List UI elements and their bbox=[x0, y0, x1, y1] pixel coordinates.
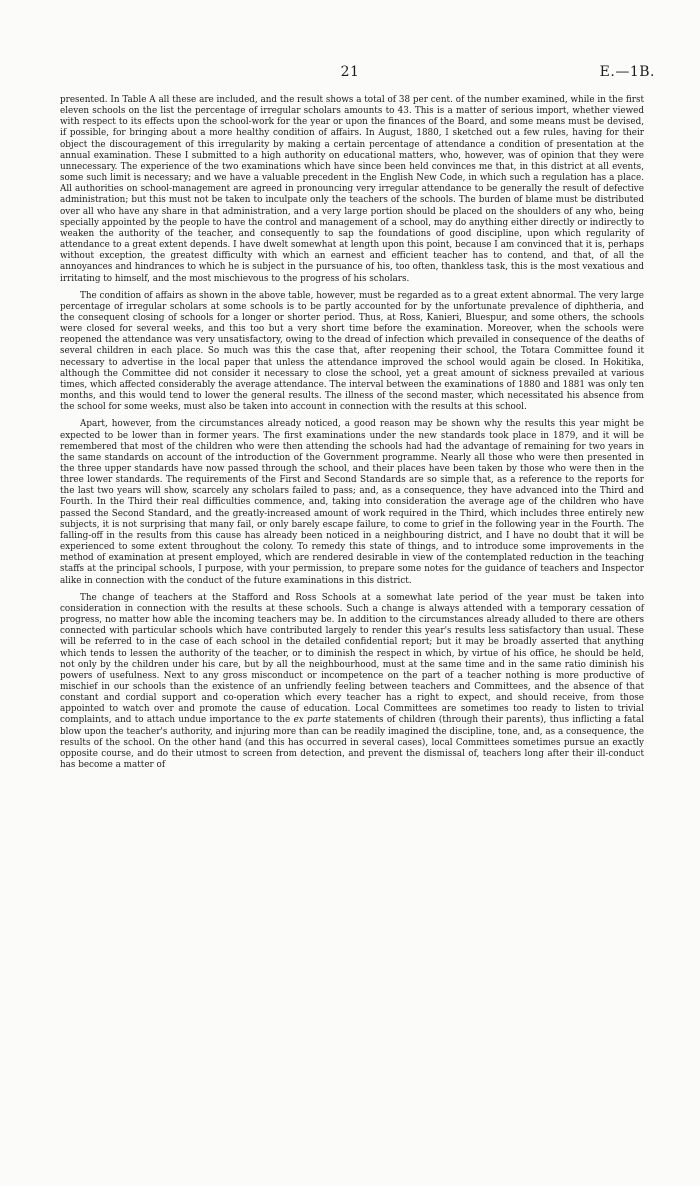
paragraph-1: presented. In Table A all these are included, and the result shows a total of 38 per cent. of the number examined, while in the first eleven schools on the list the percentage of irregular scholars amounts to 43. This is a matter of serious import, whether viewed with respect to its effects upon the school-work for the year or upon the finances of the Board, and some means must be devised, if possible, for bringing about a more healthy condition of affairs. In August, 1880, I sketched out a few rules, having for their object the discouragement of this irregularity by making a certain percentage of attendance a condition of presentation at the annual examination. These I submitted to a high authority on educational matters, who, however, was of opinion that they were unnecessary. The experience of the two examinations which have since been held convinces me that, in this district at all events, some such limit is necessary; and we have a valuable precedent in the English New Code, in which such a regulation has a place. All authorities on school-management are agreed in pronouncing very irregular attendance to be generally the result of defective administration; but this must not be taken to inculpate only the teachers of the schools. The burden of blame must be distributed over all who have any share in that administration, and a very large portion should be placed on the shoulders of any who, being specially appointed by the people to have the control and management of a school, may do anything either directly or indirectly to weaken the authority of the teacher, and consequently to sap the foundations of good discipline, upon which regularity of attendance to a great extent depends. I have dwelt somewhat at length upon this point, because I am convinced that it is, perhaps without exception, the greatest difficulty with which an earnest and efficient teacher has to contend, and that, of all the annoyances and hindrances to which he is subject in the pursuance of his, too often, thankless task, this is the most vexatious and irritating to himself, and the most mischievous to the progress of his scholars. bbox=[60, 95, 644, 284]
page-number: 21 bbox=[340, 64, 360, 80]
paragraph-3: Apart, however, from the circumstances already noticed, a good reason may be shown why the results this year might be expected to be lower than in former years. The first examinations under the new standards took place in 1879, and it will be remembered that most of the children who were then attending the schools had had the advantage of remaining for two years in the same standards on account of the introduction of the Government programme. Nearly all those who were then presented in the three upper standards have now passed through the school, and their places have been taken by those who were then in the three lower standards. The requirements of the First and Second Standards are so simple that, as a reference to the reports for the last two years will show, scarcely any scholars failed to pass; and, as a consequence, they have advanced into the Third and Fourth. In the Third their real difficulties commence, and, taking into consideration the average age of the children who have passed the Second Standard, and the greatly-increased amount of work required in the Third, which includes three entirely new subjects, it is not surprising that many fail, or only barely escape failure, to come to grief in the following year in the Fourth. The falling-off in the results from this cause has already been noticed in a neighbouring district, and I have no doubt that it will be experienced to some extent throughout the colony. To remedy this state of things, and to introduce some improvements in the method of examination at present employed, which are rendered desirable in view of the contemplated reduction in the teaching staffs at the principal schools, I purpose, with your permission, to prepare some notes for the guidance of teachers and Inspector alike in connection with the conduct of the future examinations in this district. bbox=[60, 419, 644, 586]
page-header bbox=[0, 64, 700, 82]
paragraph-4-tail: statements of children (through their parents), thus inflicting a fatal blow upon the teacher's authority, and injuring more than can be readily imagined the discipline, tone, and, as a consequence, the results of the school. On the other hand (and this has occurred in several cases), local Committees sometimes pursue an exactly opposite course, and do their utmost to screen from detection, and prevent the dismissal of, teachers long after their ill-conduct has become a matter of bbox=[60, 715, 645, 771]
paragraph-4-text: The change of teachers at the Stafford and Ross Schools at a somewhat late period of the year must be taken into consideration in connection with the results at these schools. Such a change is always attended with a temporary cessation of progress, no matter how able the incoming teachers may be. In addition to the circumstances already alluded to there are others connected with particular schools which have contributed largely to render this year's results less satisfactory than usual. These will be referred to in the case of each school in the detailed confidential report; but it may be broadly asserted that anything which tends to lessen the authority of the teacher, or to diminish the respect in which, by virtue of his office, he should be held, not only by the children under his care, but by all the neighbourhood, must at the same time and in the same ratio diminish his powers of usefulness. Next to any gross misconduct or incompetence on the part of a teacher nothing is more productive of mischief in our schools than the existence of an unfriendly feeling between teachers and Committees, and the absence of that constant and cordial support and co-operation which every teacher has a right to expect, and should receive, from those appointed to watch over and promote the cause of education. Local Committees are sometimes too ready to listen to trivial complaints, and to attach undue importance to the bbox=[60, 592, 644, 726]
body-text bbox=[60, 95, 644, 777]
italic-ex-parte: ex parte bbox=[293, 715, 331, 726]
document-code: E.—1B. bbox=[599, 64, 655, 80]
paragraph-4 bbox=[60, 593, 644, 772]
paragraph-2: The condition of affairs as shown in the above table, however, must be regarded as to a great extent abnormal. The very large percentage of irregular scholars at some schools is to be partly accounted for by the unfortunate prevalence of diphtheria, and the consequent closing of schools for a longer or shorter period. Thus, at Ross, Kanieri, Bluespur, and some others, the schools were closed for several weeks, and this too but a very short time before the examination. Moreover, when the schools were reopened the attendance was very unsatisfactory, owing to the dread of infection which prevailed in consequence of the deaths of several children in each place. So much was this the case that, after reopening their school, the Totara Committee found it necessary to advertise in the local paper that unless the attendance improved the school would again be closed. In Hokitika, although the Committee did not consider it necessary to close the school, yet a great amount of sickness prevailed at various times, which affected considerably the average attendance. The interval between the examinations of 1880 and 1881 was only ten months, and this would tend to lower the general results. The illness of the second master, which necessitated his absence from the school for some weeks, must also be taken into account in connection with the results at this school. bbox=[60, 290, 644, 413]
